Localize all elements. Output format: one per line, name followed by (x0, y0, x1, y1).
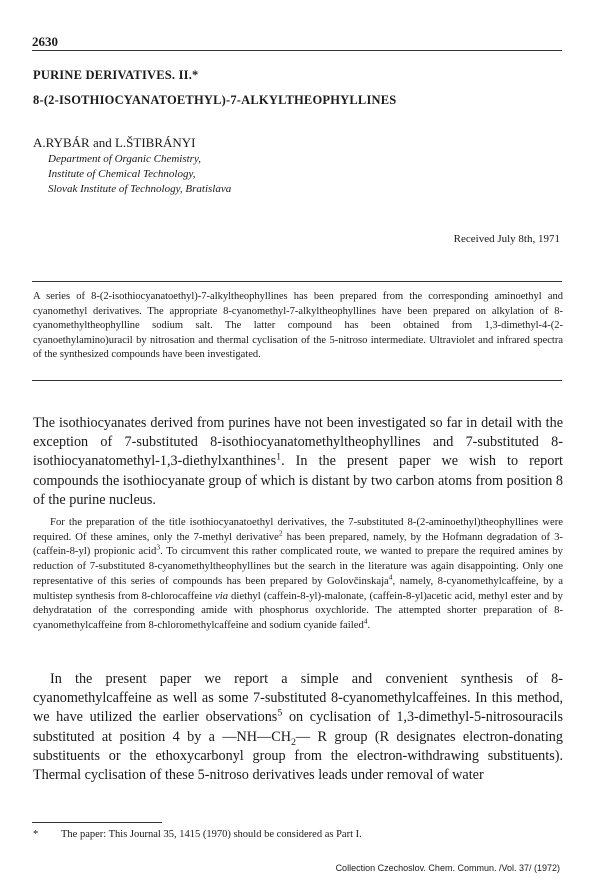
ref-4: 4 (388, 572, 393, 582)
synthesis-paragraph: In the present paper we report a simple and convenient synthesis of 8-cyanomethylcaffeine as well as some 7-substituted 8-cyanomethylcaffeines. In this method, we have utilized the earlier observations$^5$ on cyclisation of 1,3-dimethyl-5-nitrosouracils substituted at position 4 by a $—NH—CH_2—$ R group (R designates electron-donating substituents or the ethoxycarbonyl group from the electron-withdrawing substituents). Thermal cyclisation of these 5-nitroso derivatives leads under removal of water (33, 671, 563, 784)
article-title-line2: 8-(2-ISOTHIOCYANATOETHYL)-7-ALKYLTHEOPHYLLINES (33, 93, 397, 107)
header-rule (32, 50, 562, 51)
ref-2: 2 (278, 528, 283, 538)
abstract-bottom-rule (32, 380, 562, 381)
intro-paragraph: The isothiocyanates derived from purines have not been investigated so far in detail with the exception of 7-substituted 8-isothiocyanatomethyltheophyllines and 7-substituted 8-isothiocyanatomethyl-1,3-diethylxanthines$^1$. In the present paper we wish to report compounds the isothiocyanate group of which is distant by two carbon atoms from position 8 of the purine nucleus. (33, 415, 563, 508)
footnote-rule (32, 822, 162, 823)
ref-5: 5 (277, 707, 283, 719)
page-number: 2630 (32, 34, 58, 49)
abstract: A series of 8-(2-isothiocyanatoethyl)-7-alkyltheophyllines has been prepared from the corresponding aminoethyl and cyanomethyl derivatives. The appropriate 8-cyanomethyl-7-alkyltheophyllines have been prepared on alkylation of 8-cyanomethyltheophylline sodium salt. The latter compound has been obtained from 1,3-dimethyl-4-(2-cyanoethylamino)uracil by nitrosation and thermal cyclisation of the 5-nitroso intermediate. Ultraviolet and infrared spectra of the synthesized compounds have been investigated. (33, 291, 563, 361)
affiliation-line-1: Department of Organic Chemistry, (48, 153, 201, 165)
preparation-paragraph: For the preparation of the title isothiocyanatoethyl derivatives, the 7-substituted 8-(2-aminoethyl)theophyllines were required. Of these amines, only the 7-methyl derivative$^2$ has been prepared, namely, by the Hofmann degradation of 3-(caffein-8-yl) propionic acid$^3$. To circumvent this rather complicated route, we wanted to prepare the required amines by reduction of 7-substituted 8-cyanomethyltheophyllines but the search in the literature was again disappointing. Only one representative of this series of compounds has been prepared by Golovčinskaja$^4$, namely, 8-cyanomethylcaffeine, by a multistep synthesis from 8-chlorocaffeine via diethyl (caffein-8-yl)-malonate, (caffein-8-yl)acetic acid, methyl ester and by dehydratation of the corresponding amide with phosphorus oxychloride. The attempted shorter preparation of 8-cyanomethylcaffeine from 8-chloromethylcaffeine and sodium cyanide failed$^4$. (33, 516, 563, 631)
footnote: * The paper: This Journal 35, 1415 (1970) should be considered as Part I. (33, 829, 362, 840)
journal-citation: Collection Czechoslov. Chem. Commun. /Vol. 37/ (1972) (335, 863, 560, 873)
ref-4b: 4 (363, 616, 368, 626)
affiliation-line-2: Institute of Chemical Technology, (48, 168, 196, 180)
footnote-mark: * (33, 829, 39, 840)
authors: A.RYBÁR and L.ŠTIBRÁNYI (33, 135, 196, 150)
ref-1: 1 (276, 451, 282, 463)
received-date: Received July 8th, 1971 (453, 233, 560, 245)
affiliation-line-3: Slovak Institute of Technology, Bratislava (48, 183, 232, 195)
article-title-line1: PURINE DERIVATIVES. II.* (33, 68, 199, 82)
ref-3: 3 (156, 542, 161, 552)
abstract-top-rule (32, 281, 562, 282)
